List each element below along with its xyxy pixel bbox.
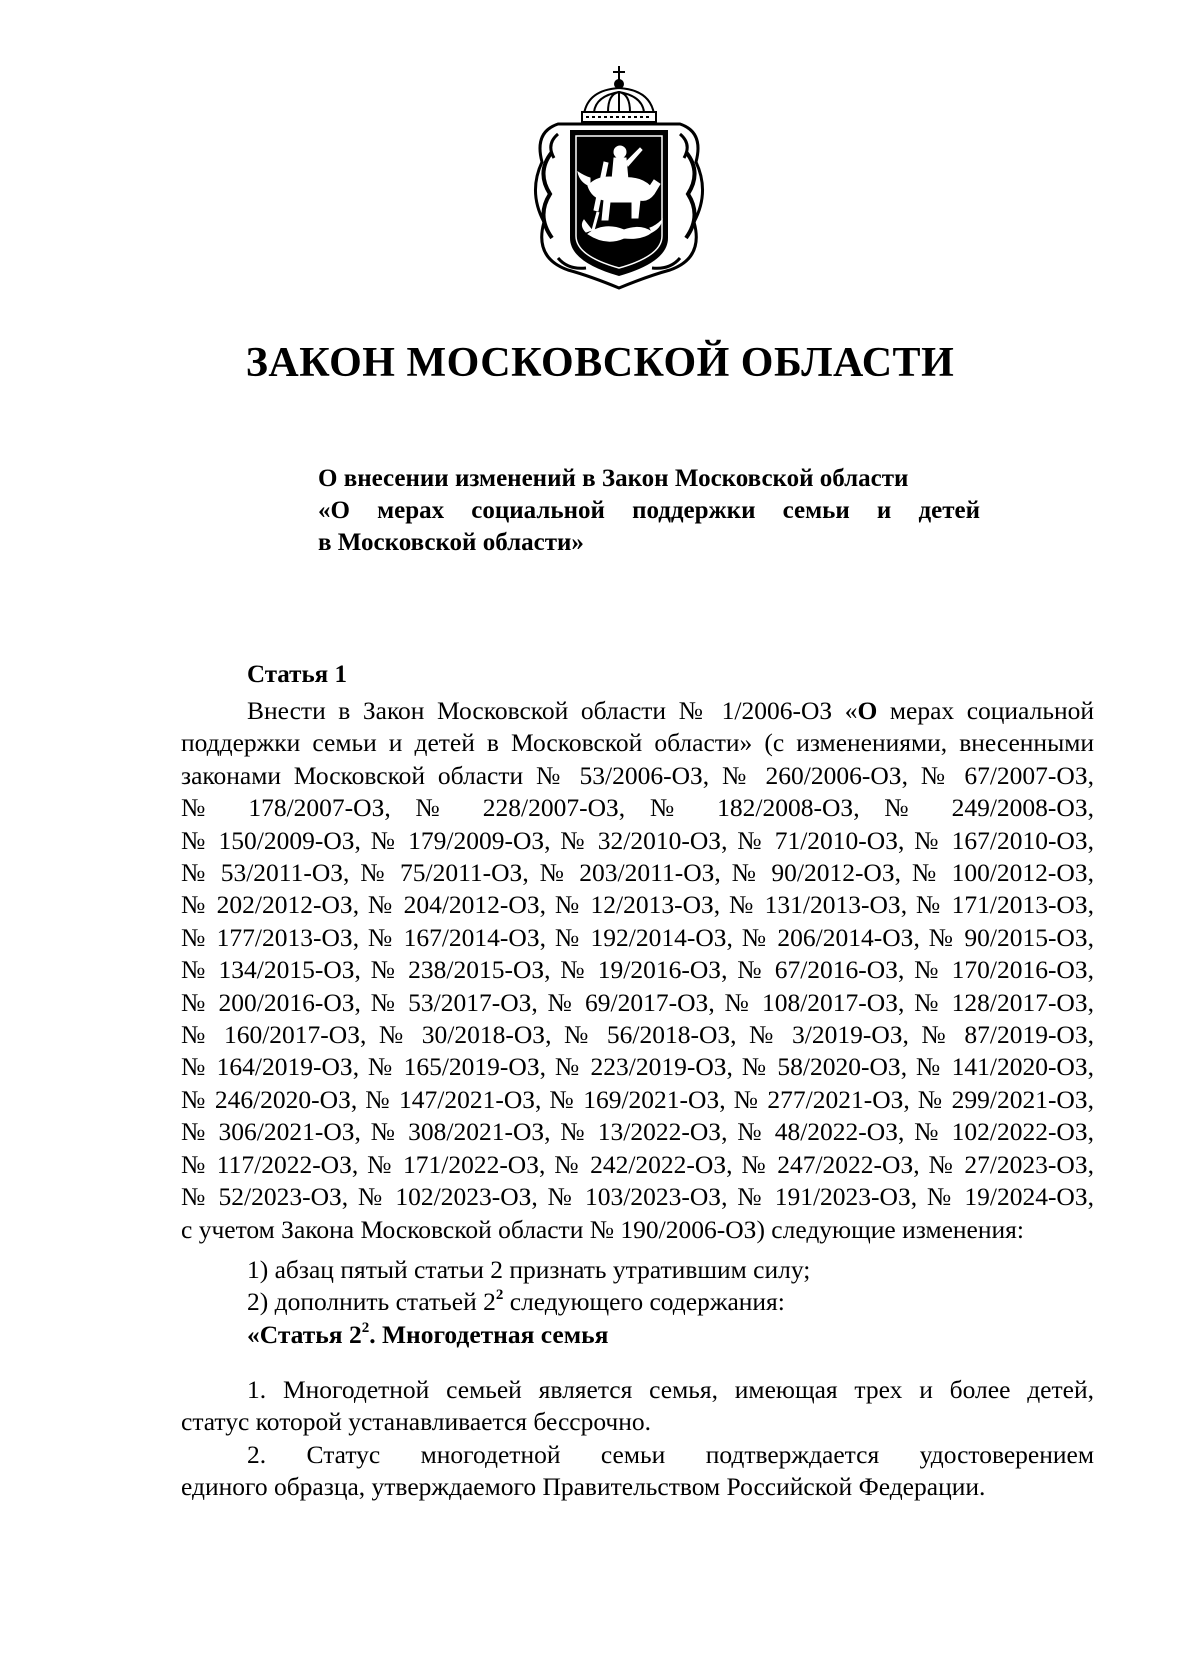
paragraph-line: с учетом Закона Московской области № 190/2006-ОЗ) следующие изменения: [181, 1214, 1024, 1244]
paragraph-line: поддержки семьи и детей в Московской области» (с изменениями, внесенными [181, 728, 1094, 758]
coat-of-arms-icon [528, 62, 710, 290]
paragraph-line: № 178/2007-ОЗ, № 228/2007-ОЗ, № 182/2008-ОЗ, № 249/2008-ОЗ, [181, 793, 1094, 823]
subtitle-line: «О мерах социальной поддержки семьи и детей [318, 497, 980, 524]
amendment-item: 1) абзац пятый статьи 2 признать утратившим силу; [247, 1255, 811, 1284]
paragraph-line: № 202/2012-ОЗ, № 204/2012-ОЗ, № 12/2013-ОЗ, № 131/2013-ОЗ, № 171/2013-ОЗ, [181, 890, 1094, 920]
paragraph-line: № 177/2013-ОЗ, № 167/2014-ОЗ, № 192/2014-ОЗ, № 206/2014-ОЗ, № 90/2015-ОЗ, [181, 922, 1094, 952]
paragraph-line: № 306/2021-ОЗ, № 308/2021-ОЗ, № 13/2022-ОЗ, № 48/2022-ОЗ, № 102/2022-ОЗ, [181, 1117, 1094, 1147]
subtitle-line: О внесении изменений в Закон Московской области [318, 465, 909, 492]
text-run: «Статья 2 [247, 1319, 362, 1349]
document-subtitle [318, 463, 980, 559]
text-run-bold: О [857, 696, 878, 725]
text-run: следующего содержания: [503, 1287, 785, 1317]
superscript: 2 [495, 1287, 504, 1304]
subtitle-line: в Московской области» [318, 529, 584, 556]
paragraph-line: № 200/2016-ОЗ, № 53/2017-ОЗ, № 69/2017-ОЗ, № 108/2017-ОЗ, № 128/2017-ОЗ, [181, 987, 1094, 1017]
amendment-items [181, 1254, 1094, 1351]
article-clauses [181, 1374, 1094, 1504]
paragraph-line: № 53/2011-ОЗ, № 75/2011-ОЗ, № 203/2011-ОЗ, № 90/2012-ОЗ, № 100/2012-ОЗ, [181, 858, 1094, 888]
paragraph-line: № 160/2017-ОЗ, № 30/2018-ОЗ, № 56/2018-ОЗ, № 3/2019-ОЗ, № 87/2019-ОЗ, [181, 1020, 1094, 1050]
amendment-item [181, 1286, 1094, 1318]
clause-line: 2. Статус многодетной семьи подтверждается удостоверением [247, 1439, 1094, 1469]
article-body [181, 695, 1094, 1246]
text-run: . Многодетная семья [369, 1319, 609, 1349]
paragraph-line: № 52/2023-ОЗ, № 102/2023-ОЗ, № 103/2023-ОЗ, № 191/2023-ОЗ, № 19/2024-ОЗ, [181, 1182, 1094, 1212]
text-run: мерах социальной [877, 696, 1094, 725]
document-title: ЗАКОН МОСКОВСКОЙ ОБЛАСТИ [245, 340, 955, 386]
new-article-heading [181, 1319, 1094, 1351]
text-run: Внести в Закон Московской области № 1/2006-ОЗ « [247, 696, 858, 725]
paragraph-line: законами Московской области № 53/2006-ОЗ, № 260/2006-ОЗ, № 67/2007-ОЗ, [181, 760, 1094, 790]
paragraph-line: № 246/2020-ОЗ, № 147/2021-ОЗ, № 169/2021-ОЗ, № 277/2021-ОЗ, № 299/2021-ОЗ, [181, 1084, 1094, 1114]
text-run: 2) дополнить статьей 2 [247, 1287, 496, 1317]
clause-line: статус которой устанавливается бессрочно. [181, 1407, 652, 1437]
article-heading: Статья 1 [247, 661, 347, 688]
paragraph-line: № 134/2015-ОЗ, № 238/2015-ОЗ, № 19/2016-ОЗ, № 67/2016-ОЗ, № 170/2016-ОЗ, [181, 955, 1094, 985]
paragraph-line: № 117/2022-ОЗ, № 171/2022-ОЗ, № 242/2022-ОЗ, № 247/2022-ОЗ, № 27/2023-ОЗ, [181, 1149, 1094, 1179]
clause-line: единого образца, утверждаемого Правительством Российской Федерации. [181, 1472, 986, 1502]
paragraph-line: № 150/2009-ОЗ, № 179/2009-ОЗ, № 32/2010-ОЗ, № 71/2010-ОЗ, № 167/2010-ОЗ, [181, 825, 1094, 855]
clause-line: 1. Многодетной семьей является семья, имеющая трех и более детей, [247, 1375, 1094, 1404]
paragraph-line [181, 695, 1094, 727]
paragraph-line: № 164/2019-ОЗ, № 165/2019-ОЗ, № 223/2019-ОЗ, № 58/2020-ОЗ, № 141/2020-ОЗ, [181, 1052, 1094, 1082]
superscript: 2 [361, 1319, 370, 1336]
